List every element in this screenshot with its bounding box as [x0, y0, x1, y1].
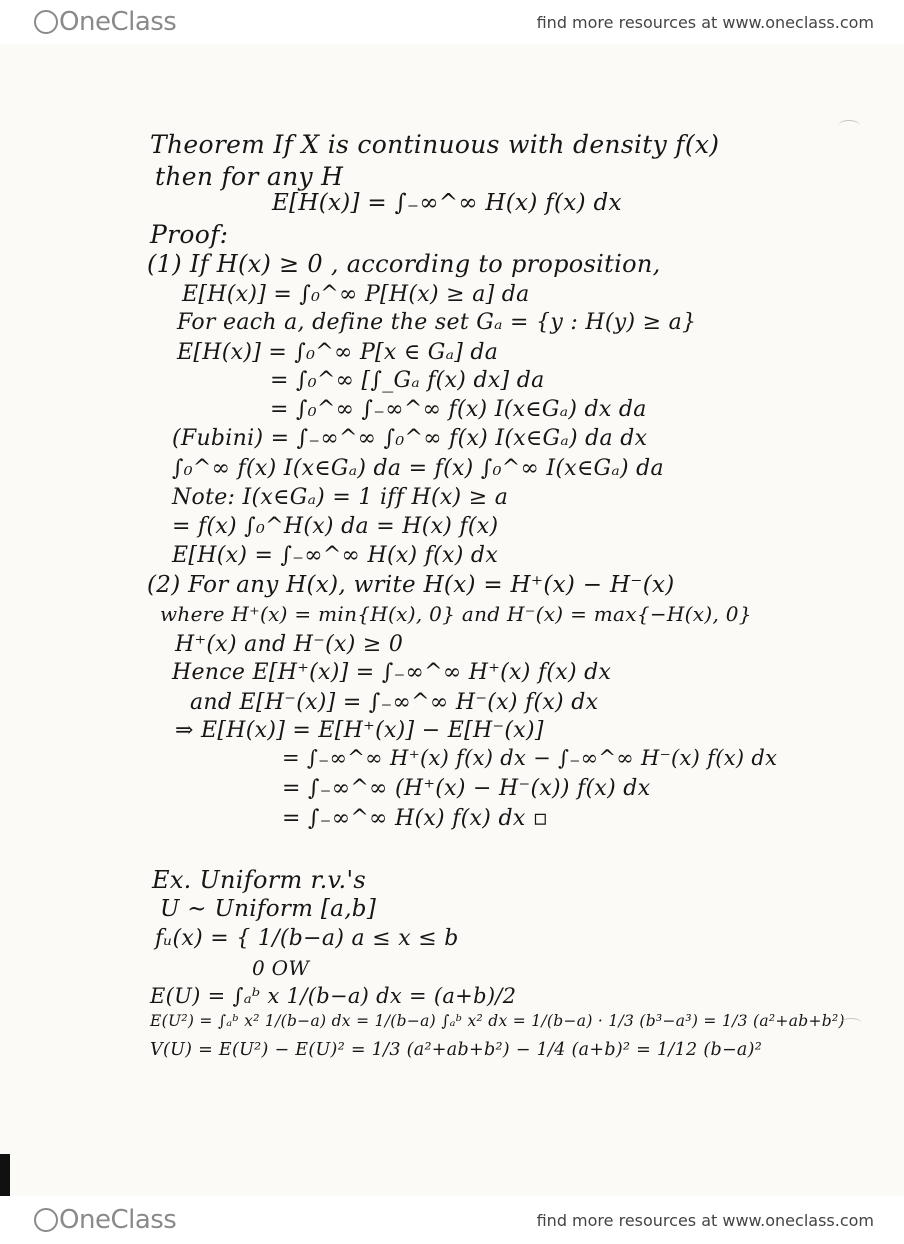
note-line: = ∫₋∞^∞ (H⁺(x) − H⁻(x)) f(x) dx: [282, 776, 651, 801]
page-crease: [838, 120, 860, 131]
note-line: and E[H⁻(x)] = ∫₋∞^∞ H⁻(x) f(x) dx: [190, 690, 599, 715]
note-line: = ∫₋∞^∞ H(x) f(x) dx ▫: [282, 806, 549, 831]
note-line: Ex. Uniform r.v.'s: [152, 866, 366, 894]
note-line: ⇒ E[H(x)] = E[H⁺(x)] − E[H⁻(x)]: [175, 718, 544, 743]
note-line: Theorem If X is continuous with density f(x): [150, 130, 720, 159]
note-line: (2) For any H(x), write H(x) = H⁺(x) − H⁻(x): [147, 572, 675, 598]
resources-link[interactable]: find more resources at www.oneclass.com: [536, 1210, 874, 1230]
logo-text: OneClass: [59, 7, 177, 37]
note-line: E[H(x)] = ∫₀^∞ P[H(x) ≥ a] da: [182, 282, 530, 307]
note-line: E(U) = ∫ₐᵇ x 1/(b−a) dx = (a+b)/2: [150, 984, 517, 1008]
note-line: fᵤ(x) = { 1/(b−a) a ≤ x ≤ b: [155, 926, 459, 951]
resources-link[interactable]: find more resources at www.oneclass.com: [536, 12, 874, 32]
page-footer: [0, 1196, 904, 1244]
note-line: Hence E[H⁺(x)] = ∫₋∞^∞ H⁺(x) f(x) dx: [172, 660, 612, 685]
logo-circle-icon: [34, 1208, 58, 1232]
page-crease: [840, 1018, 862, 1029]
note-line: E(U²) = ∫ₐᵇ x² 1/(b−a) dx = 1/(b−a) ∫ₐᵇ x² dx = 1/(b−a) · 1/3 (b³−a³) = 1/3 (a²+ab+b²): [150, 1012, 845, 1030]
note-line: = ∫₀^∞ [∫_Gₐ f(x) dx] da: [270, 368, 545, 393]
note-line: = ∫₀^∞ ∫₋∞^∞ f(x) I(x∈Gₐ) dx da: [270, 397, 647, 422]
note-line: V(U) = E(U²) − E(U)² = 1/3 (a²+ab+b²) − 1/4 (a+b)² = 1/12 (b−a)²: [150, 1040, 763, 1060]
note-line: E[H(x) = ∫₋∞^∞ H(x) f(x) dx: [172, 543, 499, 568]
note-line: = f(x) ∫₀^H(x) da = H(x) f(x): [172, 514, 499, 539]
note-line: For each a, define the set Gₐ = {y : H(y) ≥ a}: [177, 310, 697, 335]
note-line: E[H(x)] = ∫₀^∞ P[x ∈ Gₐ] da: [177, 340, 499, 365]
note-line: where H⁺(x) = min{H(x), 0} and H⁻(x) = max{−H(x), 0}: [160, 602, 752, 626]
note-line: Note: I(x∈Gₐ) = 1 iff H(x) ≥ a: [172, 485, 509, 510]
note-line: Proof:: [150, 220, 229, 249]
scan-edge: [0, 1154, 10, 1196]
note-line: H⁺(x) and H⁻(x) ≥ 0: [175, 632, 404, 657]
note-line: (Fubini) = ∫₋∞^∞ ∫₀^∞ f(x) I(x∈Gₐ) da dx: [172, 426, 648, 451]
note-line: ∫₀^∞ f(x) I(x∈Gₐ) da = f(x) ∫₀^∞ I(x∈Gₐ) da: [172, 456, 664, 481]
note-line: U ~ Uniform [a,b]: [160, 896, 377, 922]
logo-text: OneClass: [59, 1205, 177, 1235]
note-line: E[H(x)] = ∫₋∞^∞ H(x) f(x) dx: [272, 190, 622, 216]
note-line: = ∫₋∞^∞ H⁺(x) f(x) dx − ∫₋∞^∞ H⁻(x) f(x) dx: [282, 746, 778, 770]
note-line: then for any H: [155, 162, 344, 191]
note-line: 0 OW: [252, 956, 310, 980]
note-line: (1) If H(x) ≥ 0 , according to proposition,: [147, 250, 661, 278]
oneclass-logo[interactable]: [34, 1205, 176, 1235]
